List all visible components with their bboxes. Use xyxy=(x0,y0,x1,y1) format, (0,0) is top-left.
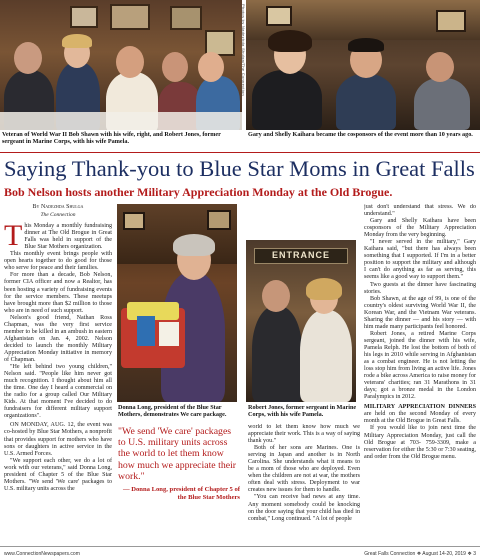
paragraph: Both of her sons are Marines. One is serving in Japan and another is in North Carolina. She understands what it means to be a mom of those who are deployed. Even when the children are not at war, the mothers often deal with stress. Deployment to war creates new issues for them to handle. xyxy=(248,445,360,494)
paragraph: Gary and Shelly Kaihara have been cosponsors of the Military Appreciation Monday from the very beginning. xyxy=(364,218,476,239)
article-column-3 xyxy=(364,204,476,546)
paragraph: Two guests at the dinner have fascinating stories. xyxy=(364,281,476,295)
byline-outlet: The Connection xyxy=(40,212,76,219)
paragraph: "I never served in the military," Gary Kaihara said, "but there has always been something that I supported. If I'm in a better position to support the military and although I can't do anything as far as serving, this seems like a good way to support them." xyxy=(364,239,476,281)
divider xyxy=(0,152,480,153)
headline: Saying Thank-you to Blue Star Moms in Great Falls xyxy=(4,156,475,181)
article-column-2 xyxy=(248,424,360,546)
paragraph: ON MONDAY, AUG. 12, the event was co-hosted by Blue Star Mothers, a nonprofit that provides support for mothers who have sons or daughters in active service in the U.S. Armed Forces. xyxy=(4,422,112,457)
subheadline: Bob Nelson hosts another Military Appreciation Monday at the Old Brogue. xyxy=(4,185,393,199)
footer-issue: Great Falls Connection ❖ August 14-20, 2019 ❖ 3 xyxy=(364,551,476,557)
dropcap: T xyxy=(4,219,23,253)
pull-quote-attribution: — Donna Long, president of Chapter 5 of the Blue Star Mothers xyxy=(123,486,240,501)
photo-kaihara-couple xyxy=(246,0,480,130)
pull-quote xyxy=(118,426,240,501)
paragraph: For more than a decade, Bob Nelson, former CIA officer and now a Realtor, has been hosting a variety of fundraising events for the service members. These meetups have brought more than $2 million to those who are in need of such support. xyxy=(4,272,112,314)
caption-donna-long: Donna Long, president of the Blue Star Mothers, demonstrates We care package. xyxy=(118,404,227,419)
paragraph: MILITARY APPRECIATION DINNERS are held on the second Monday of every month at the Old Brogue in Great Falls. xyxy=(364,404,476,425)
paragraph: If you would like to join next time the Military Appreciation Monday, just call the Old Brogue at 703- 759-3309, make a reservation for either the 5:30 or 7:30 seating, and order from the Old Brogue menu. xyxy=(364,425,476,460)
footer-website: www.ConnectionNewspapers.com xyxy=(4,551,80,557)
byline: By Nadezhda Shulga xyxy=(32,204,84,210)
article-column-1 xyxy=(4,204,112,546)
caption-kaihara: Gary and Shelly Kaihara became the cosponsors of the event more than 10 years ago. xyxy=(248,131,473,138)
paragraph: his Monday a monthly fundraising dinner at The Old Brogue in Great Falls was held in support of the Blue Star Mothers organization. xyxy=(24,223,112,251)
entrance-sign: ENTRANCE xyxy=(271,250,330,260)
paragraph: "He left behind two young children," Nelson said. "People like him never got much recognition. I thought about him all the time. One day I heard a commercial on the radio for a group called Our Military Kids. At that moment I've decided to do fundraisers for different military support organizations". xyxy=(4,364,112,420)
paragraph: just don't understand that stress. We do understand." xyxy=(364,204,476,218)
photo-robert-jones xyxy=(246,240,356,402)
footer-divider xyxy=(0,546,480,547)
section-heading: MILITARY APPRECIATION DINNERS xyxy=(364,404,476,411)
paragraph: Nelson's good friend, Nathan Ross Chapman, was the very first service member to be killed in an ambush in eastern Afghanistan on Jan. 4, 2002. Nelson decided to launch the monthly Military Appreciation Monday initiative in memory of Chapman. xyxy=(4,314,112,363)
photo-credit: Photos by Nadezhda Shulga/The Connection xyxy=(241,4,246,97)
paragraph: Bob Shawn, at the age of 99, is one of the country's oldest surviving World War II, the Korean War, and the Vietnam War veterans. Sharing the dinner — and his story — with him made many participants feel honored. xyxy=(364,295,476,330)
page-footer xyxy=(0,548,480,560)
photo-veterans-group xyxy=(0,0,242,130)
paragraph: "We support each other, we do a lot of work with our veterans," said Donna Long, president of Chapter 5 of the Blue Star Mothers. "We send 'We care' packages to U.S. military units across the xyxy=(4,457,112,492)
paragraph: "You can receive bad news at any time. Any moment somebody could be knocking on the door saying that your child has died in combat," Long continued. "A lot of people xyxy=(248,494,360,522)
photo-donna-long xyxy=(117,204,237,402)
paragraph: Robert Jones, a retired Marine Corps sergeant, joined the dinner with his wife, Pamela Relph. He lost the bottom of both of his legs in 2010 while serving in Afghanistan as a combat engineer. He is not letting the loss stop him from living an active life. Jones rode a bike across America to raise money for veterans' charities; ran 31 Marathons in 31 days; got a bronze medal in the London Paralympics in 2012. xyxy=(364,330,476,401)
caption-veterans: Veteran of World War II Bob Shawn with his wife, right, and Robert Jones, former sergeant in Marine Corps, with his wife Pamela. xyxy=(2,131,221,146)
pull-quote-text: "We send 'We care' packages to U.S. military units across the world to let them know how much we appreciate their work." xyxy=(118,426,237,482)
paragraph: This monthly event brings people with open hearts together to do good for those who serve for peace and their families. xyxy=(4,251,112,272)
paragraph: world to let them know how much we appreciate their work. This is a way of saying thank you." xyxy=(248,424,360,445)
caption-robert-jones: Robert Jones, former sergeant in Marine Corps, with his wife Pamela. xyxy=(248,404,357,419)
